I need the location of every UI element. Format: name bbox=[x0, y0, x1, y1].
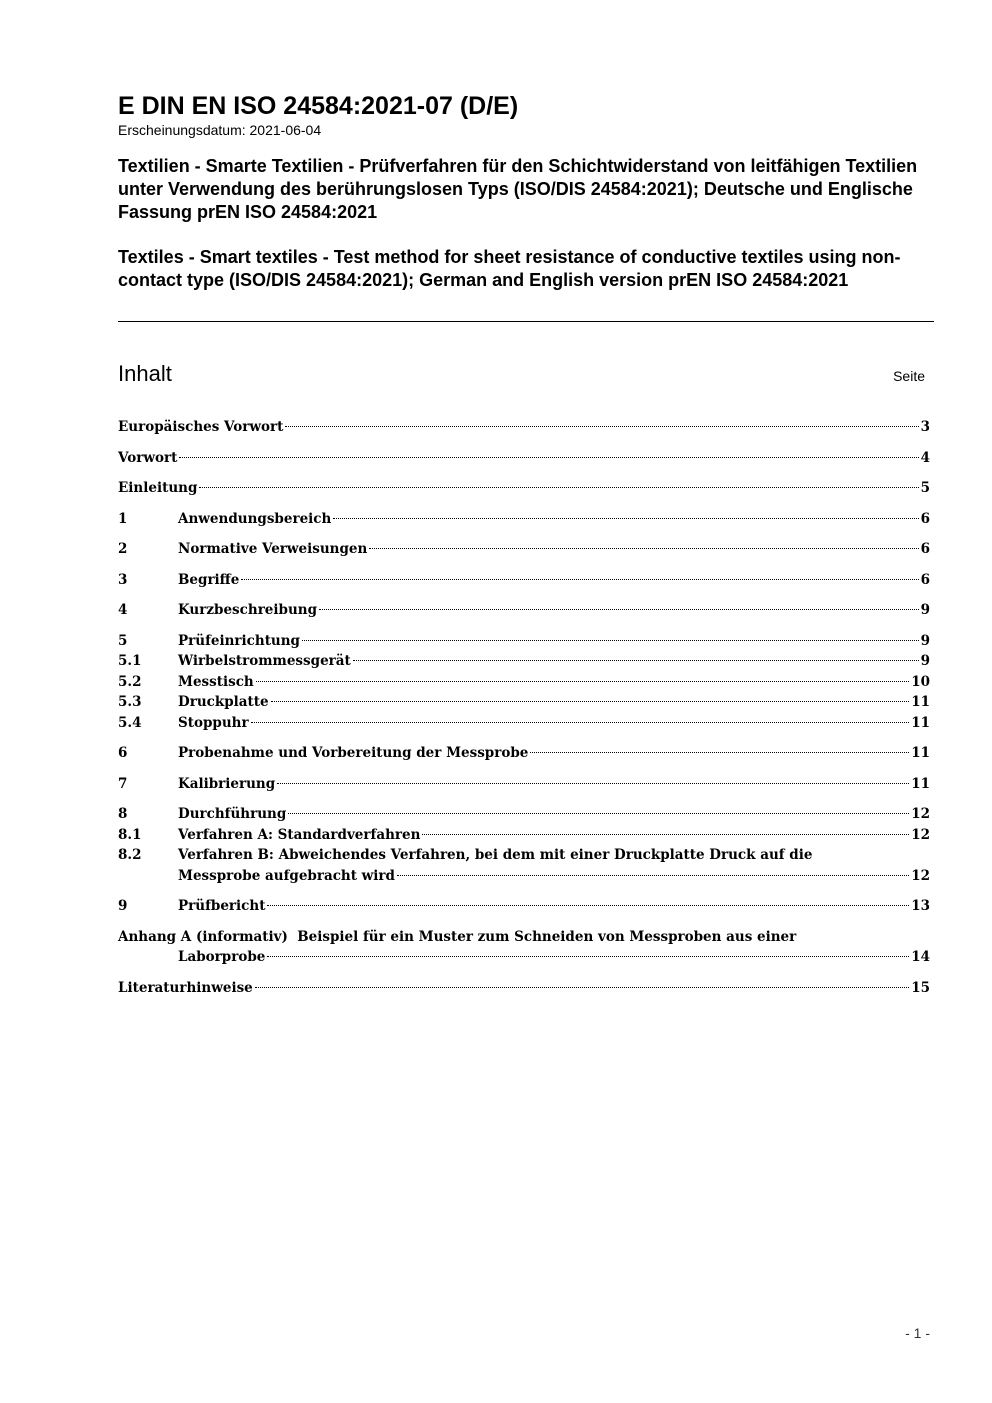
toc-leader bbox=[333, 518, 918, 519]
header-divider bbox=[118, 321, 934, 322]
toc-entry-page: 3 bbox=[920, 419, 930, 435]
toc-entry[interactable] bbox=[118, 713, 930, 734]
toc-leader bbox=[319, 609, 919, 610]
toc-entry[interactable] bbox=[118, 570, 930, 591]
toc-entry-text: Vorwort bbox=[118, 449, 178, 466]
toc-entry-number: 8.1 bbox=[118, 826, 142, 843]
toc-entry-page: 11 bbox=[911, 745, 930, 761]
toc-entry-number: 2 bbox=[118, 541, 128, 557]
toc-entry[interactable] bbox=[118, 672, 930, 693]
toc-entry-page: 12 bbox=[911, 867, 930, 884]
toc-entry-number: 8 bbox=[118, 806, 128, 822]
toc-leader bbox=[241, 579, 918, 580]
page-number: - 1 - bbox=[905, 1325, 930, 1341]
toc-entry-number: 5.1 bbox=[118, 653, 142, 669]
toc-entry-text: Wirbelstrommessgerät bbox=[178, 653, 351, 669]
toc-entry-page: 11 bbox=[911, 714, 930, 731]
toc-entry-text: Anwendungsbereich bbox=[178, 510, 332, 527]
toc-leader bbox=[422, 834, 909, 835]
table-of-contents bbox=[118, 417, 930, 998]
toc-entry[interactable] bbox=[118, 804, 930, 825]
toc-entry-page: 11 bbox=[911, 775, 930, 792]
toc-entry[interactable] bbox=[118, 600, 930, 621]
toc-entry-number: 8.2 bbox=[118, 847, 142, 863]
toc-entry[interactable] bbox=[118, 927, 930, 968]
toc-entry-text-continued: Laborprobe bbox=[178, 949, 266, 965]
title-german: Textilien - Smarte Textilien - Prüfverfahren für den Schichtwiderstand von leitfähigen Textilien unter Verwendung des berührungslosen Typs (ISO/DIS 24584:2021); Deutsche und Englische Fassung prEN ISO 24584:2021 bbox=[118, 156, 918, 222]
toc-entry[interactable] bbox=[118, 743, 930, 764]
toc-entry-text: Prüfeinrichtung bbox=[178, 632, 301, 649]
toc-entry-page: 11 bbox=[911, 694, 930, 710]
publication-date: Erscheinungsdatum: 2021-06-04 bbox=[118, 122, 322, 138]
document-id: E DIN EN ISO 24584:2021-07 (D/E) bbox=[118, 92, 519, 120]
toc-entry[interactable] bbox=[118, 896, 930, 917]
toc-entry[interactable] bbox=[118, 825, 930, 846]
toc-leader bbox=[267, 905, 909, 906]
toc-entry[interactable] bbox=[118, 448, 930, 469]
toc-entry[interactable] bbox=[118, 631, 930, 652]
toc-entry-text: Druckplatte bbox=[178, 694, 269, 710]
toc-entry-text: Begriffe bbox=[178, 571, 240, 588]
toc-entry-number: 5.2 bbox=[118, 673, 142, 690]
toc-entry-text-continued: Messprobe aufgebracht wird bbox=[178, 867, 395, 884]
toc-entry-page: 5 bbox=[920, 480, 930, 496]
toc-leader bbox=[267, 956, 909, 957]
toc-entry-number: 4 bbox=[118, 602, 128, 618]
toc-entry-number: 5.4 bbox=[118, 714, 142, 731]
toc-entry-number: 9 bbox=[118, 898, 128, 914]
toc-entry[interactable] bbox=[118, 417, 930, 438]
toc-entry[interactable] bbox=[118, 509, 930, 530]
toc-entry-page: 15 bbox=[911, 979, 930, 996]
toc-title: Inhalt bbox=[118, 361, 172, 386]
toc-leader bbox=[369, 548, 918, 549]
toc-entry[interactable] bbox=[118, 774, 930, 795]
toc-entry-text: Einleitung bbox=[118, 480, 198, 496]
toc-entry-text: Normative Verweisungen bbox=[178, 541, 368, 557]
toc-entry-page: 10 bbox=[911, 673, 930, 690]
toc-leader bbox=[179, 457, 918, 458]
toc-leader bbox=[251, 722, 910, 723]
toc-entry-text: Kalibrierung bbox=[178, 775, 276, 792]
toc-entry-page: 12 bbox=[911, 806, 930, 822]
toc-entry-number: 6 bbox=[118, 745, 128, 761]
toc-leader bbox=[271, 701, 910, 702]
toc-leader bbox=[397, 875, 909, 876]
toc-entry-text: Verfahren B: Abweichendes Verfahren, bei dem mit einer Druckplatte Druck auf die bbox=[178, 847, 813, 863]
toc-entry[interactable] bbox=[118, 539, 930, 560]
toc-entry-number: 5 bbox=[118, 632, 128, 649]
toc-entry[interactable] bbox=[118, 478, 930, 499]
toc-entry-page: 9 bbox=[920, 632, 930, 649]
toc-entry-text: Literaturhinweise bbox=[118, 979, 253, 996]
document-header bbox=[118, 90, 934, 292]
toc-entry[interactable] bbox=[118, 651, 930, 672]
toc-entry-text: Messtisch bbox=[178, 673, 254, 690]
toc-leader bbox=[199, 487, 918, 488]
toc-entry-text: Kurzbeschreibung bbox=[178, 602, 318, 618]
toc-entry-text: Prüfbericht bbox=[178, 898, 266, 914]
toc-leader bbox=[530, 752, 909, 753]
toc-entry[interactable] bbox=[118, 692, 930, 713]
toc-page-label: Seite bbox=[893, 368, 925, 384]
toc-leader bbox=[277, 783, 909, 784]
toc-entry-page: 9 bbox=[920, 653, 930, 669]
toc-header bbox=[118, 360, 925, 388]
toc-entry-page: 12 bbox=[911, 826, 930, 843]
toc-entry-number: 5.3 bbox=[118, 694, 142, 710]
toc-entry-page: 4 bbox=[920, 449, 930, 466]
toc-entry-page: 6 bbox=[920, 571, 930, 588]
toc-leader bbox=[302, 640, 919, 641]
title-english: Textiles - Smart textiles - Test method for sheet resistance of conductive textiles using non-contact type (ISO/DIS 24584:2021); German and English version prEN ISO 24584:2021 bbox=[118, 247, 901, 290]
toc-entry-text: Europäisches Vorwort bbox=[118, 419, 284, 435]
toc-entry-page: 14 bbox=[911, 949, 930, 965]
toc-entry-page: 9 bbox=[920, 602, 930, 618]
toc-entry-number: 1 bbox=[118, 510, 128, 527]
toc-entry[interactable] bbox=[118, 845, 930, 886]
toc-entry[interactable] bbox=[118, 978, 930, 999]
toc-entry-text: Anhang A (informativ) Beispiel für ein Muster zum Schneiden von Messproben aus einer bbox=[118, 928, 797, 945]
toc-entry-number: 3 bbox=[118, 571, 128, 588]
toc-entry-page: 6 bbox=[920, 510, 930, 527]
toc-entry-number: 7 bbox=[118, 775, 128, 792]
toc-leader bbox=[288, 813, 909, 814]
toc-leader bbox=[255, 987, 909, 988]
toc-leader bbox=[256, 681, 909, 682]
toc-entry-page: 13 bbox=[911, 898, 930, 914]
toc-entry-page: 6 bbox=[920, 541, 930, 557]
toc-leader bbox=[285, 426, 918, 427]
toc-leader bbox=[353, 660, 919, 661]
toc-entry-text: Probenahme und Vorbereitung der Messprobe bbox=[178, 745, 529, 761]
toc-entry-text: Verfahren A: Standardverfahren bbox=[178, 826, 421, 843]
toc-entry-text: Stoppuhr bbox=[178, 714, 249, 731]
toc-entry-text: Durchführung bbox=[178, 806, 287, 822]
